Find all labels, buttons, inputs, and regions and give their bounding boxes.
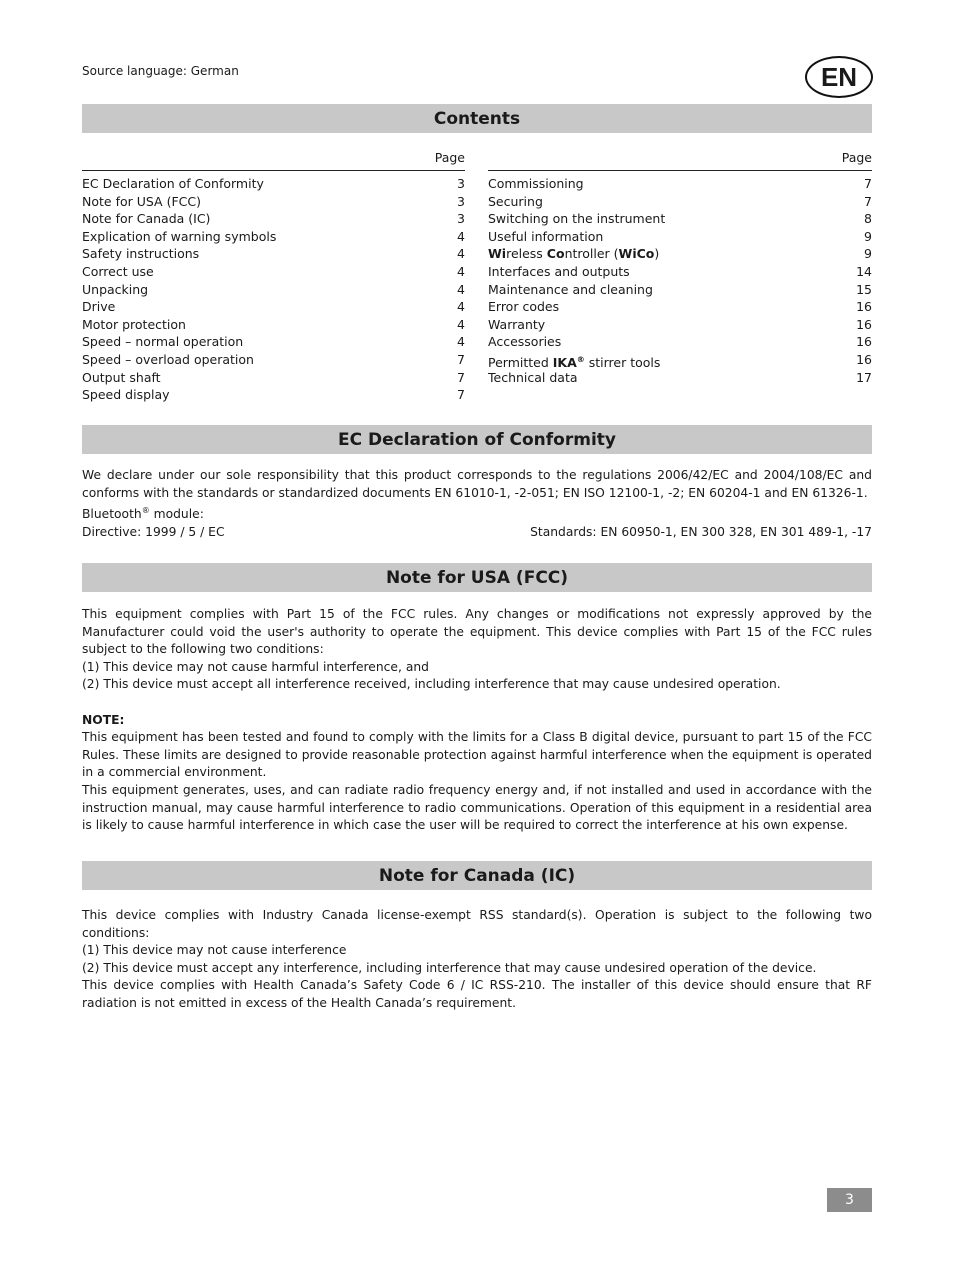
toc-entry-page: 8 <box>864 211 872 227</box>
toc-entry[interactable] <box>82 228 465 246</box>
toc-entry-page: 3 <box>457 176 465 191</box>
toc-right-list <box>488 175 872 386</box>
toc-entry-page: 4 <box>457 246 465 262</box>
toc-entry-page: 7 <box>457 369 465 385</box>
ika-part: IKA <box>552 355 577 371</box>
toc-entry-ika[interactable] <box>488 351 872 369</box>
toc-left-column <box>82 150 465 404</box>
fcc-condition-1: (1) This device may not cause harmful interference, and <box>82 659 429 674</box>
wico-part: ntroller ( <box>564 246 619 262</box>
toc-entry-label: Speed display <box>82 387 170 403</box>
ec-body: We declare under our sole responsibility that this product corresponds to the regulations 2006/42/EC and 2004/108/EC and conforms with the standards or standardized documents EN 61010-1, -2-051; EN ISO 12100-1, -2; EN 60204-1 and EN 61326-1. <box>82 468 872 500</box>
fcc-note-label: NOTE: <box>82 712 125 727</box>
toc-entry[interactable] <box>488 210 872 228</box>
toc-entry-page: 7 <box>457 387 465 403</box>
toc-entry-label: Output shaft <box>82 369 161 385</box>
bluetooth-text: Bluetooth <box>82 507 142 522</box>
reg-mark: ® <box>141 506 150 516</box>
toc-entry[interactable] <box>82 175 465 193</box>
toc-entry[interactable] <box>82 386 465 404</box>
toc-entry[interactable] <box>82 210 465 228</box>
wico-part: Wi <box>488 246 507 262</box>
contents-heading: Contents <box>82 104 872 133</box>
toc-entry-wico[interactable] <box>488 245 872 263</box>
toc-entry[interactable] <box>488 228 872 246</box>
toc-entry-page: 9 <box>864 246 872 262</box>
toc-entry-label: Error codes <box>488 299 560 315</box>
toc-entry-page: 4 <box>457 263 465 279</box>
toc-entry[interactable] <box>82 369 465 387</box>
language-badge: EN <box>805 56 873 98</box>
toc-entry[interactable] <box>488 316 872 334</box>
toc-entry-page: 7 <box>864 193 872 209</box>
toc-page-label: Page <box>488 150 872 171</box>
toc-entry[interactable] <box>488 175 872 193</box>
ec-bluetooth <box>82 502 872 524</box>
toc-entry-page: 16 <box>856 351 872 367</box>
toc-entry[interactable] <box>488 281 872 299</box>
toc-entry-label: Explication of warning symbols <box>82 228 277 244</box>
toc-entry-page: 16 <box>856 334 872 350</box>
toc-entry-label: Note for Canada (IC) <box>82 211 211 227</box>
toc-entry-label: Motor protection <box>82 316 186 332</box>
ec-standards: Standards: EN 60950-1, EN 300 328, EN 301 489-1, -17 <box>530 524 872 539</box>
toc-entry-page: 9 <box>864 228 872 244</box>
fcc-heading: Note for USA (FCC) <box>82 563 872 592</box>
toc-entry-label: Interfaces and outputs <box>488 263 630 279</box>
toc-entry-label: Unpacking <box>82 281 149 297</box>
toc-entry-page: 4 <box>457 299 465 315</box>
toc-entry[interactable] <box>82 333 465 351</box>
toc-right-column <box>488 150 872 386</box>
toc-entry[interactable] <box>488 193 872 211</box>
ika-part: ® <box>576 354 585 364</box>
toc-entry-page: 4 <box>457 281 465 297</box>
toc-entry-page: 14 <box>856 263 872 279</box>
ic-heading: Note for Canada (IC) <box>82 861 872 890</box>
toc-entry-label: Note for USA (FCC) <box>82 193 201 209</box>
fcc-intro: This equipment complies with Part 15 of the FCC rules. Any changes or modifications not expressly approved by the Manufacturer could void the user's authority to operate the equipment. This device complies with Part 15 of the FCC rules subject to the following two conditions: <box>82 607 872 657</box>
toc-entry-page: 4 <box>457 334 465 350</box>
module-text: module: <box>149 507 204 522</box>
wico-part: Co <box>546 246 565 262</box>
toc-entry[interactable] <box>488 263 872 281</box>
ika-part: Permitted <box>488 355 553 371</box>
toc-entry-label: Switching on the instrument <box>488 211 666 227</box>
toc-entry[interactable] <box>82 281 465 299</box>
fcc-note-2: This equipment generates, uses, and can radiate radio frequency energy and, if not installed and used in accordance with the instruction manual, may cause harmful interference to radio communications. Operation of this equipment in a residential area is likely to cause harmful interference in which case the user will be required to correct the interference at his own expense. <box>82 782 872 833</box>
toc-entry-page: 16 <box>856 316 872 332</box>
toc-entry[interactable] <box>82 245 465 263</box>
toc-entry[interactable] <box>82 193 465 211</box>
toc-entry-page: 7 <box>864 176 872 191</box>
toc-entry-page: 16 <box>856 299 872 315</box>
toc-entry-page: 4 <box>457 228 465 244</box>
toc-entry-label: Warranty <box>488 316 546 332</box>
wico-part: reless <box>506 246 547 262</box>
fcc-condition-2: (2) This device must accept all interference received, including interference that may cause undesired operation. <box>82 677 781 692</box>
toc-entry-label: Drive <box>82 299 116 315</box>
toc-entry[interactable] <box>82 316 465 334</box>
toc-entry-page: 17 <box>856 369 872 385</box>
toc-entry-label: Accessories <box>488 334 562 350</box>
page-number: 3 <box>827 1188 872 1212</box>
ec-heading: EC Declaration of Conformity <box>82 425 872 454</box>
toc-entry[interactable] <box>82 351 465 369</box>
toc-entry[interactable] <box>488 298 872 316</box>
toc-entry-page: 7 <box>457 351 465 367</box>
toc-entry-label <box>488 351 660 369</box>
toc-entry-page: 3 <box>457 193 465 209</box>
toc-entry-page: 4 <box>457 316 465 332</box>
toc-entry-label: Maintenance and cleaning <box>488 281 653 297</box>
fcc-note-1: This equipment has been tested and found to comply with the limits for a Class B digital device, pursuant to part 15 of the FCC Rules. These limits are designed to provide reasonable protection against harmful interference when the equipment is operated in a commercial environment. <box>82 730 872 780</box>
ic-condition-2: (2) This device must accept any interference, including interference that may cause undesired operation of the device. <box>82 960 817 975</box>
wico-part: WiCo <box>618 246 655 262</box>
toc-entry[interactable] <box>488 369 872 387</box>
toc-page-label: Page <box>82 150 465 171</box>
source-language: Source language: German <box>82 64 239 78</box>
toc-entry-label: Safety instructions <box>82 246 200 262</box>
fcc-section <box>82 606 872 835</box>
ic-intro: This device complies with Industry Canada license-exempt RSS standard(s). Operation is subject to the following two conditions: <box>82 908 872 940</box>
toc-entry-label: Securing <box>488 193 543 209</box>
toc-entry[interactable] <box>82 298 465 316</box>
ika-part: stirrer tools <box>584 355 661 371</box>
toc-left-list <box>82 175 465 404</box>
toc-entry-label: Useful information <box>488 228 604 244</box>
ec-directive: Directive: 1999 / 5 / EC <box>82 524 225 539</box>
toc-entry-label <box>488 245 659 263</box>
toc-entry-label: Correct use <box>82 263 154 279</box>
toc-entry-label: Speed – normal operation <box>82 334 244 350</box>
toc-entry-page: 15 <box>856 281 872 297</box>
ec-directive-row <box>82 524 872 542</box>
toc-entry-label: EC Declaration of Conformity <box>82 176 264 191</box>
spacer <box>82 694 872 712</box>
toc-entry-label: Speed – overload operation <box>82 351 254 367</box>
toc-entry-page: 3 <box>457 211 465 227</box>
ic-safety-code: This device complies with Health Canada’s Safety Code 6 / IC RSS-210. The installer of this device should ensure that RF radiation is not emitted in excess of the Health Canada’s requirement. <box>82 978 872 1010</box>
toc-entry[interactable] <box>488 333 872 351</box>
toc-entry-label: Commissioning <box>488 176 584 191</box>
wico-part: ) <box>654 246 660 262</box>
toc-entry-label: Technical data <box>488 369 578 385</box>
toc-entry[interactable] <box>82 263 465 281</box>
ic-section <box>82 907 872 1013</box>
ec-section <box>82 467 872 541</box>
ic-condition-1: (1) This device may not cause interference <box>82 943 347 958</box>
